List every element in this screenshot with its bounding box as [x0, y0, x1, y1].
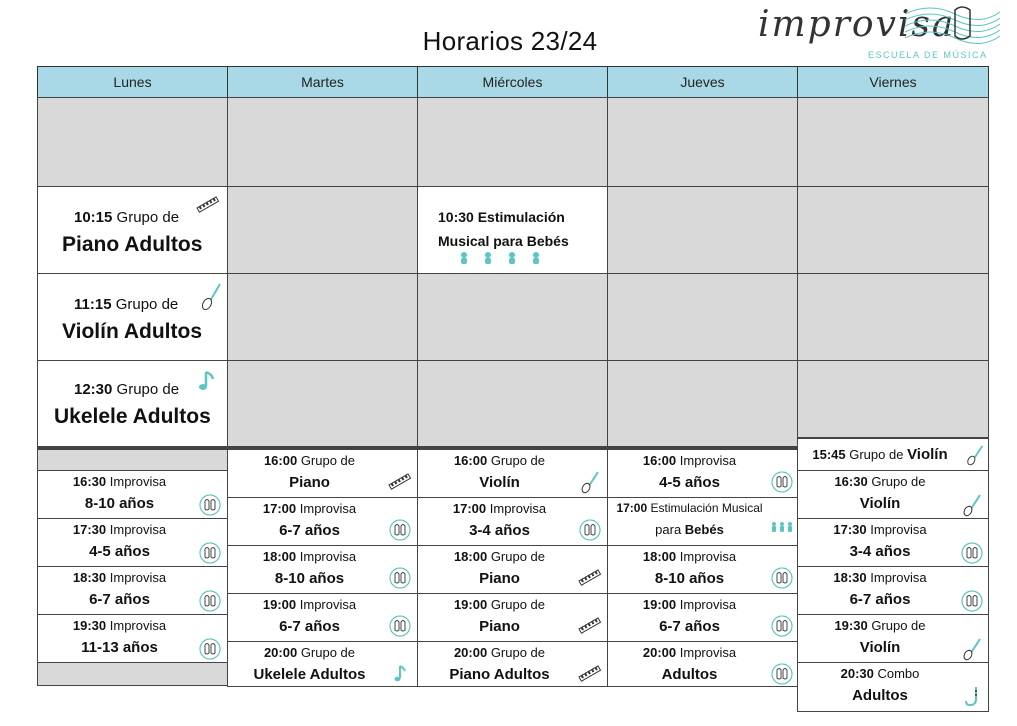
class-slot-jueves-2[interactable]	[607, 545, 798, 594]
class-time: 20:00	[642, 645, 677, 660]
class-label: Improvisa	[676, 453, 737, 468]
empty-slot	[227, 360, 418, 448]
improvisa-logo-icon	[770, 662, 794, 686]
class-slot-miercoles-1030[interactable]	[417, 186, 608, 274]
empty-slot	[227, 273, 418, 361]
class-name: 6-7 años	[849, 591, 911, 608]
improvisa-logo-icon	[198, 493, 222, 517]
class-label: Improvisa	[106, 522, 167, 537]
class-time: 20:30	[840, 666, 874, 681]
empty-slot	[607, 360, 798, 448]
empty-slot	[227, 186, 418, 274]
class-label: Grupo de	[111, 296, 179, 313]
class-slot-lunes-0[interactable]	[37, 470, 228, 519]
class-name: Violín	[479, 474, 520, 491]
class-name: 6-7 años	[659, 618, 720, 635]
class-name: Ukelele Adultos	[54, 405, 211, 428]
class-time: 16:30	[72, 474, 107, 489]
class-name: Bebés	[684, 522, 724, 537]
class-slot-martes-4[interactable]	[227, 641, 418, 687]
class-label: Improvisa	[296, 549, 357, 564]
class-slot-martes-0[interactable]	[227, 449, 418, 498]
class-time: 17:00	[262, 501, 297, 516]
class-time: 18:00	[453, 549, 488, 564]
class-time: 19:00	[262, 597, 297, 612]
class-time: 16:00	[453, 453, 488, 468]
class-name: Adultos	[852, 687, 908, 704]
class-slot-jueves-4[interactable]	[607, 641, 798, 687]
class-name: 6-7 años	[279, 522, 340, 539]
saxophone-icon	[960, 685, 984, 709]
class-time: 19:30	[72, 618, 107, 633]
empty-slot	[37, 449, 228, 471]
class-label: Improvisa	[296, 597, 357, 612]
class-time: 10:15	[74, 209, 113, 226]
class-name: Ukelele Adultos	[253, 666, 366, 683]
piano-keys-icon	[578, 566, 602, 590]
music-note-icon	[388, 662, 412, 686]
class-slot-viernes-1[interactable]	[797, 470, 989, 519]
class-time: 10:30 Estimulación	[438, 209, 565, 225]
class-time: 19:00	[642, 597, 677, 612]
violin-icon	[964, 444, 986, 466]
class-label: Grupo de	[112, 209, 180, 226]
improvisa-logo-icon	[770, 470, 794, 494]
day-header-viernes: Viernes	[797, 66, 989, 98]
improvisa-logo-icon	[198, 541, 222, 565]
class-slot-jueves-3[interactable]	[607, 593, 798, 642]
class-name: Violín Adultos	[62, 320, 202, 343]
class-slot-miercoles-0[interactable]	[417, 449, 608, 498]
music-note-icon	[196, 369, 220, 393]
babies-icon	[456, 251, 552, 267]
class-label: Estimulación Musical	[647, 501, 763, 515]
class-name: Piano Adultos	[62, 233, 203, 256]
improvisa-logo	[750, 2, 1000, 66]
class-time: 12:30	[74, 381, 113, 398]
class-slot-martes-3[interactable]	[227, 593, 418, 642]
class-time: 16:00	[263, 453, 298, 468]
class-name: 4-5 años	[659, 474, 720, 491]
empty-slot	[797, 273, 989, 361]
improvisa-logo-icon	[578, 518, 602, 542]
class-time: 17:00	[616, 501, 648, 515]
class-label: Improvisa	[296, 501, 357, 516]
class-label: Improvisa	[106, 618, 167, 633]
day-header-miercoles: Miércoles	[417, 66, 608, 98]
class-time: 16:00	[642, 453, 677, 468]
day-header-martes: Martes	[227, 66, 418, 98]
class-label: Grupo de	[867, 618, 926, 633]
class-name: 3-4 años	[849, 543, 911, 560]
empty-slot	[417, 273, 608, 361]
class-label: Improvisa	[676, 549, 737, 564]
class-time: 20:00	[453, 645, 488, 660]
class-slot-jueves-1[interactable]	[607, 497, 798, 546]
class-label: Improvisa	[106, 570, 167, 585]
day-header-jueves: Jueves	[607, 66, 798, 98]
empty-slot	[797, 186, 989, 274]
class-slot-viernes-0[interactable]	[797, 438, 989, 471]
class-label: Grupo de	[487, 645, 546, 660]
wave-lines-icon	[900, 2, 1000, 52]
class-label: Grupo de	[867, 474, 926, 489]
empty-slot	[417, 97, 608, 187]
empty-slot	[417, 360, 608, 448]
class-name: Violín	[907, 446, 948, 463]
improvisa-logo-icon	[388, 566, 412, 590]
day-header-lunes: Lunes	[37, 66, 228, 98]
empty-slot	[797, 97, 989, 187]
class-name: 6-7 años	[279, 618, 340, 635]
class-slot-jueves-0[interactable]	[607, 449, 798, 498]
piano-keys-icon	[578, 662, 602, 686]
class-time: 19:00	[453, 597, 488, 612]
class-label: para	[655, 522, 685, 537]
piano-keys-icon	[196, 193, 220, 217]
empty-slot	[227, 97, 418, 187]
improvisa-logo-icon	[770, 614, 794, 638]
class-name: Piano	[289, 474, 330, 491]
class-name: 8-10 años	[654, 570, 725, 587]
class-time: 18:00	[262, 549, 297, 564]
class-label: Grupo de	[487, 597, 546, 612]
improvisa-logo-icon	[770, 566, 794, 590]
piano-keys-icon	[388, 470, 412, 494]
logo-subtitle: ESCUELA DE MÚSICA	[868, 50, 988, 60]
improvisa-logo-icon	[198, 589, 222, 613]
class-name: Piano	[479, 618, 520, 635]
class-time: 15:45	[812, 447, 846, 462]
class-slot-lunes-1115[interactable]	[37, 273, 228, 361]
class-name: Violín	[859, 495, 901, 512]
improvisa-logo-icon	[960, 541, 984, 565]
class-name: 6-7 años	[89, 591, 150, 608]
class-slot-miercoles-1[interactable]	[417, 497, 608, 546]
class-time: 18:30	[72, 570, 107, 585]
class-time: 16:30	[834, 474, 868, 489]
class-name: Piano	[479, 570, 520, 587]
babies-icon	[770, 518, 794, 542]
class-label: Combo	[873, 666, 920, 681]
class-slot-lunes-3[interactable]	[37, 614, 228, 663]
class-slot-miercoles-3[interactable]	[417, 593, 608, 642]
violin-icon	[960, 493, 984, 517]
class-slot-martes-2[interactable]	[227, 545, 418, 594]
improvisa-logo-icon	[388, 614, 412, 638]
class-slot-viernes-2[interactable]	[797, 518, 989, 567]
page-title: Horarios 23/24	[422, 26, 598, 56]
class-slot-martes-1[interactable]	[227, 497, 418, 546]
logo-wordmark: improvisa	[758, 4, 956, 45]
class-name: 11-13 años	[81, 639, 158, 656]
class-label: Improvisa	[486, 501, 547, 516]
empty-slot	[607, 97, 798, 187]
piano-keys-icon	[578, 614, 602, 638]
class-time: 19:30	[834, 618, 868, 633]
class-label: Improvisa	[866, 570, 927, 585]
class-time: 17:30	[833, 522, 867, 537]
improvisa-logo-icon	[198, 637, 222, 661]
class-slot-lunes-1230[interactable]	[37, 360, 228, 448]
class-time: 17:30	[72, 522, 107, 537]
class-name: 8-10 años	[84, 495, 155, 512]
empty-slot	[37, 662, 228, 686]
improvisa-logo-icon	[388, 518, 412, 542]
class-slot-viernes-5[interactable]	[797, 662, 989, 712]
class-slot-viernes-3[interactable]	[797, 566, 989, 615]
violin-icon	[578, 470, 602, 494]
class-name: 3-4 años	[469, 522, 530, 539]
empty-slot	[607, 186, 798, 274]
empty-slot	[797, 360, 989, 438]
class-time: 17:00	[452, 501, 487, 516]
class-name: Violín	[859, 639, 901, 656]
empty-slot	[607, 273, 798, 361]
class-label: Grupo de	[487, 453, 546, 468]
class-label: Grupo de	[845, 447, 908, 462]
class-label: Improvisa	[866, 522, 927, 537]
class-label: Improvisa	[676, 645, 737, 660]
class-time: 18:00	[642, 549, 677, 564]
class-time: 11:15	[74, 296, 112, 313]
class-slot-miercoles-4[interactable]	[417, 641, 608, 687]
class-name: Piano Adultos	[449, 666, 550, 683]
class-label: Grupo de	[297, 645, 356, 660]
class-name: 4-5 años	[89, 543, 150, 560]
class-label: Grupo de	[297, 453, 356, 468]
class-slot-miercoles-2[interactable]	[417, 545, 608, 594]
class-label: Grupo de	[112, 381, 180, 398]
class-slot-lunes-2[interactable]	[37, 566, 228, 615]
class-slot-viernes-4[interactable]	[797, 614, 989, 663]
violin-icon	[960, 637, 984, 661]
empty-slot	[37, 97, 228, 187]
improvisa-logo-icon	[960, 589, 984, 613]
class-time: 18:30	[833, 570, 867, 585]
class-label: Improvisa	[676, 597, 737, 612]
class-label: Improvisa	[106, 474, 167, 489]
class-slot-lunes-1015[interactable]	[37, 186, 228, 274]
class-name: Musical para Bebés	[438, 233, 569, 249]
class-time: 20:00	[263, 645, 298, 660]
class-label: Grupo de	[487, 549, 546, 564]
class-slot-lunes-1[interactable]	[37, 518, 228, 567]
class-name: 8-10 años	[274, 570, 345, 587]
violin-icon	[198, 282, 224, 312]
class-name: Adultos	[661, 666, 718, 683]
